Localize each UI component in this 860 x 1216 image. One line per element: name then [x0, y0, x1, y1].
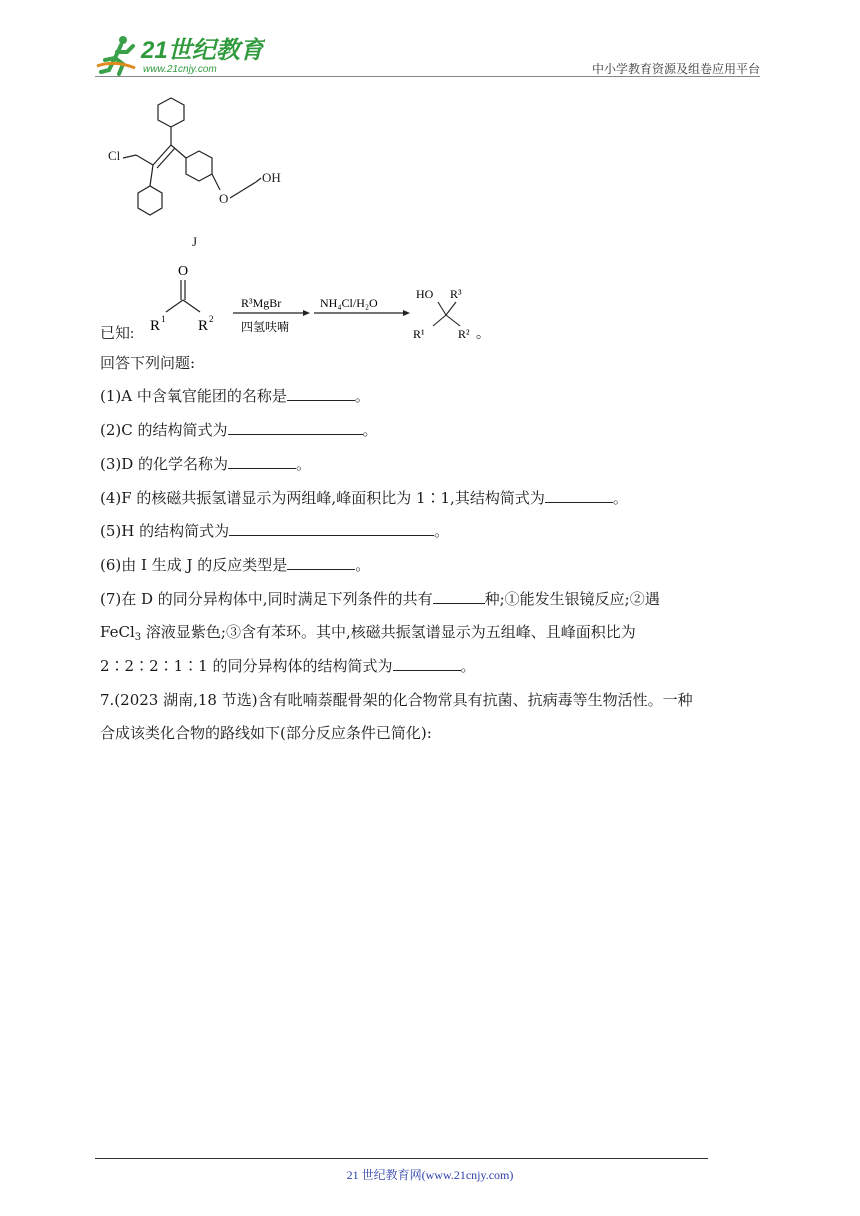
question-7-text-cont: 种;①能发生银镜反应;②遇	[484, 590, 660, 608]
question-4	[100, 487, 628, 509]
question-1	[100, 385, 370, 407]
question-2-end: 。	[362, 421, 378, 439]
question-7-line-2	[100, 621, 636, 649]
atom-oh: OH	[262, 170, 281, 185]
runner-icon	[97, 36, 135, 74]
question-6	[100, 554, 370, 576]
question-1-text: (1)A 中含氧官能团的名称是	[100, 387, 287, 405]
question-7-line-3	[100, 655, 476, 677]
reagent1-top: R³MgBr	[241, 296, 282, 310]
ketone-r1-sup: 1	[161, 314, 166, 324]
question-2-text: (2)C 的结构简式为	[100, 421, 228, 439]
product-r2: R²	[458, 327, 470, 341]
question-1-end: 。	[354, 387, 370, 405]
product-ho: HO	[416, 287, 434, 301]
product-r1: R¹	[413, 327, 425, 341]
footer-text[interactable]: 21 世纪教育网(www.21cnjy.com)	[346, 1168, 514, 1182]
problem-7-line-1: 7.(2023 湖南,18 节选)含有吡喃萘醌骨架的化合物常具有抗菌、抗病毒等生物活性。一种	[100, 691, 693, 709]
atom-cl: Cl	[108, 148, 121, 163]
question-3	[100, 453, 311, 475]
header-divider	[95, 76, 760, 77]
answer-blank[interactable]	[287, 555, 355, 570]
question-7-text-cont-3: 2∶2∶2∶1∶1 的同分异构体的结构简式为	[100, 657, 393, 675]
question-5	[100, 520, 449, 542]
header-tagline: 中小学教育资源及组卷应用平台	[591, 62, 760, 76]
question-3-text: (3)D 的化学名称为	[100, 455, 229, 473]
logo-text: 21世纪教育	[141, 37, 264, 64]
question-5-end: 。	[434, 522, 450, 540]
atom-o: O	[219, 191, 229, 206]
question-4-text: (4)F 的核磁共振氢谱显示为两组峰,峰面积比为 1∶1,其结构简式为	[100, 489, 545, 507]
question-7-text: (7)在 D 的同分异构体中,同时满足下列条件的共有	[100, 590, 433, 608]
answer-blank[interactable]	[228, 454, 296, 469]
answer-blank[interactable]	[545, 488, 613, 503]
ketone-o: O	[178, 264, 189, 279]
answer-blank[interactable]	[229, 521, 434, 536]
product-r3: R³	[450, 287, 462, 301]
logo-url: www.21cnjy.com	[143, 64, 217, 75]
footer-divider	[95, 1158, 708, 1159]
reaction-suffix: 。	[476, 327, 490, 342]
known-reaction-scheme	[98, 260, 518, 345]
ketone-r1: R	[150, 318, 161, 334]
question-7-end: 。	[460, 657, 476, 675]
fecl-subscript: 3	[134, 632, 142, 643]
question-7-text-cont-2: 溶液显紫色;③含有苯环。其中,核磁共振氢谱显示为五组峰、且峰面积比为	[141, 623, 636, 641]
structure-j-label: J	[192, 234, 198, 249]
logo	[95, 30, 265, 78]
known-prefix: 已知:	[100, 326, 135, 342]
question-3-end: 。	[296, 455, 312, 473]
reagent1-bottom: 四氢呋喃	[241, 320, 290, 334]
problem-7-line-2: 合成该类化合物的路线如下(部分反应条件已简化):	[100, 724, 432, 742]
structure-j-diagram	[98, 90, 308, 255]
question-4-end: 。	[612, 489, 628, 507]
question-7-line-1	[100, 588, 660, 610]
question-5-text: (5)H 的结构简式为	[100, 522, 230, 540]
ketone-r2-sup: 2	[209, 314, 214, 324]
answer-blank[interactable]	[228, 420, 363, 435]
question-intro: 回答下列问题:	[100, 354, 196, 372]
answer-blank[interactable]	[433, 589, 485, 604]
question-6-text: (6)由 I 生成 J 的反应类型是	[100, 556, 288, 574]
question-2	[100, 419, 378, 441]
answer-blank[interactable]	[287, 386, 355, 401]
question-6-end: 。	[355, 556, 371, 574]
page-header	[95, 30, 760, 80]
answer-blank[interactable]	[393, 656, 461, 671]
ketone-r2: R	[198, 318, 209, 334]
reagent2-top: NH₄Cl/H₂O	[320, 296, 378, 310]
fecl-text: FeCl	[100, 623, 135, 641]
